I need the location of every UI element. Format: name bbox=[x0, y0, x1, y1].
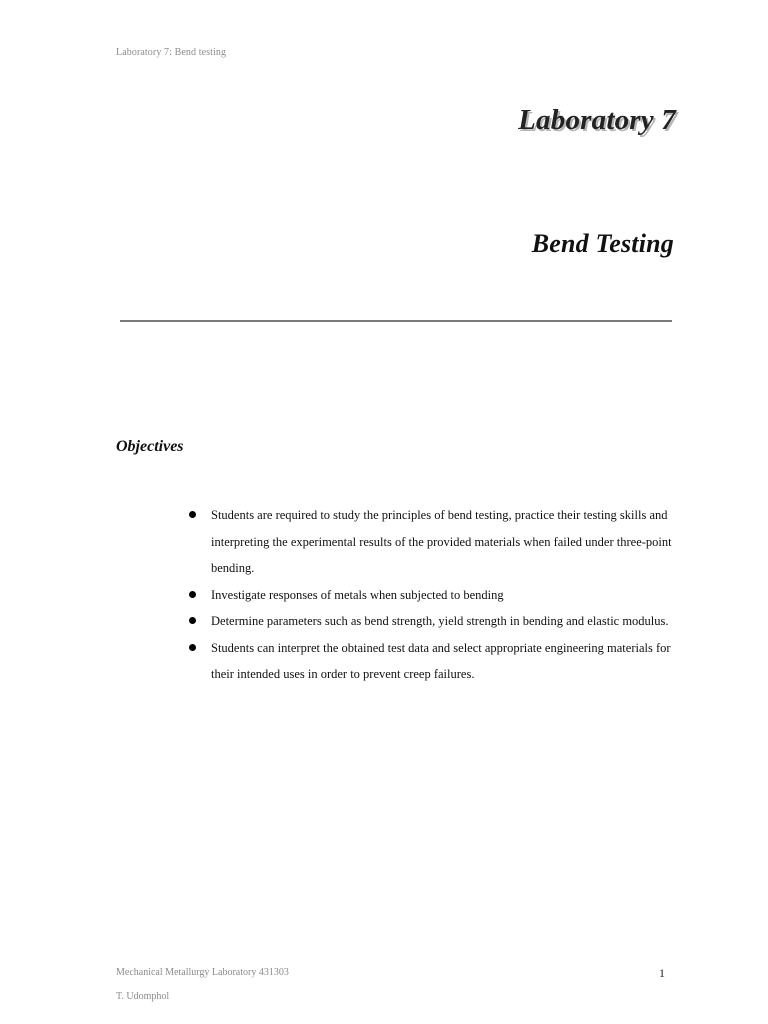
title-divider bbox=[120, 320, 672, 322]
objective-text: Students are required to study the principles of bend testing, practice their testing skills and interpreting the experimental results of the provided materials when failed under three-point bending. bbox=[211, 508, 672, 575]
objective-text: Determine parameters such as bend strength, yield strength in bending and elastic modulus. bbox=[211, 614, 669, 628]
running-header: Laboratory 7: Bend testing bbox=[116, 47, 227, 58]
objectives-list bbox=[186, 502, 676, 688]
page-number: 1 bbox=[659, 966, 665, 980]
bullet-icon bbox=[189, 591, 196, 598]
objective-item bbox=[186, 635, 676, 688]
lab-title: Laboratory 7 bbox=[518, 104, 676, 136]
lab-subtitle: Bend Testing bbox=[531, 229, 674, 258]
objective-text: Investigate responses of metals when subjected to bending bbox=[211, 587, 504, 602]
bullet-icon bbox=[189, 617, 196, 624]
objectives-heading: Objectives bbox=[116, 438, 184, 455]
bullet-icon bbox=[189, 644, 196, 651]
bullet-icon bbox=[189, 511, 196, 518]
objective-item bbox=[186, 582, 676, 609]
footer-course: Mechanical Metallurgy Laboratory 431303 bbox=[116, 967, 289, 978]
objective-item bbox=[186, 502, 676, 582]
footer-author: T. Udomphol bbox=[116, 991, 170, 1002]
objective-text: Students can interpret the obtained test data and select appropriate engineering materials for their intended uses in order to prevent creep failures. bbox=[211, 640, 671, 681]
objective-item bbox=[186, 608, 676, 635]
